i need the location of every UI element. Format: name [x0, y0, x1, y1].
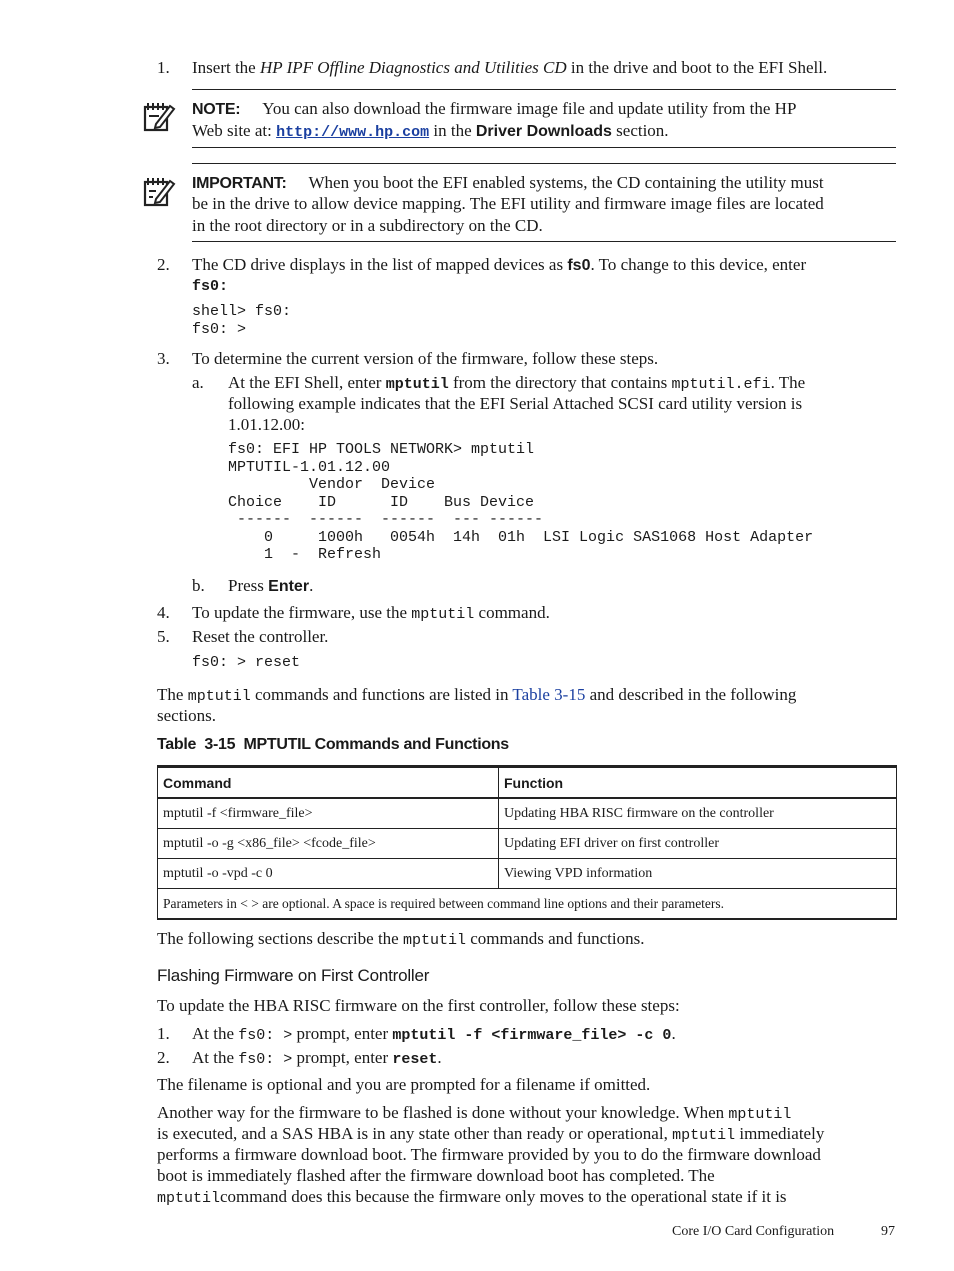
function-cell: Viewing VPD information	[499, 859, 897, 889]
prompt-text: fs0: >	[238, 1051, 293, 1068]
command-text: mptutil	[385, 376, 449, 393]
paragraph: sections.	[157, 706, 217, 725]
table-row	[158, 798, 897, 829]
text: To update the firmware, use the	[192, 603, 412, 622]
important-line-2: be in the drive to allow device mapping. The EFI utility and firmware image files are located	[192, 194, 824, 213]
key-name: Enter	[268, 578, 310, 595]
substep-text	[228, 575, 313, 597]
command-cell: mptutil -f <firmware_file>	[158, 798, 499, 829]
note-line-2	[192, 120, 669, 143]
command-name: mptutil	[728, 1106, 792, 1123]
page-number: 97	[881, 1224, 895, 1239]
table-row	[158, 829, 897, 859]
text: from the directory that contains	[448, 373, 672, 392]
command-text: mptutil -f <firmware_file> -c 0	[392, 1027, 672, 1044]
step-number: 1.	[157, 58, 170, 77]
text: . To change to this device, enter	[590, 255, 807, 274]
text: .	[309, 576, 314, 595]
command-text: fs0:	[192, 278, 229, 295]
text: You can also download the firmware image file and update utility from the HP	[262, 99, 797, 118]
text: in the	[429, 121, 476, 140]
important-label: IMPORTANT:	[192, 175, 287, 192]
paragraph-line	[157, 1186, 787, 1209]
table-footnote-row	[158, 889, 897, 920]
paragraph-line	[157, 1102, 791, 1125]
table-caption: Table 3-15 MPTUTIL Commands and Functions	[157, 736, 509, 753]
prompt-text: fs0: >	[238, 1027, 293, 1044]
substep-letter: a.	[192, 373, 204, 392]
command-name: mptutil	[402, 932, 466, 949]
text: is executed, and a SAS HBA is in any state other than ready or operational,	[157, 1124, 673, 1143]
text: At the	[192, 1024, 239, 1043]
substep-text: 1.01.12.00:	[228, 415, 305, 434]
note-top-rule	[192, 89, 896, 90]
text: and described in the following	[585, 685, 797, 704]
step-text: Reset the controller.	[192, 627, 329, 646]
table-header-row	[158, 767, 897, 799]
driver-downloads-label: Driver Downloads	[475, 123, 612, 140]
text: Another way for the firmware to be flashed is done without your knowledge. When	[157, 1103, 729, 1122]
text: Web site at:	[192, 121, 277, 140]
table-reference-link[interactable]: Table 3-15	[512, 685, 586, 704]
text: section.	[611, 121, 669, 140]
note-label: NOTE:	[192, 101, 241, 118]
section-heading: Flashing Firmware on First Controller	[157, 966, 430, 985]
step-number: 2.	[157, 255, 170, 274]
filename: mptutil.efi	[671, 376, 771, 393]
text: commands and functions are listed in	[250, 685, 513, 704]
important-top-rule	[192, 163, 896, 164]
paragraph	[157, 684, 796, 707]
step-number: 2.	[157, 1048, 170, 1067]
text: prompt, enter	[292, 1048, 393, 1067]
substep-text: following example indicates that the EFI Serial Attached SCSI card utility version is	[228, 394, 803, 413]
paragraph: The filename is optional and you are prompted for a filename if omitted.	[157, 1075, 651, 1094]
step-number: 3.	[157, 349, 170, 368]
step-text	[192, 1023, 676, 1046]
substep-text	[228, 372, 805, 395]
text: At the EFI Shell, enter	[228, 373, 386, 392]
text: .	[437, 1048, 442, 1067]
command-text: reset	[392, 1051, 438, 1068]
step-number: 4.	[157, 603, 170, 622]
note-pencil-icon	[142, 99, 176, 133]
step-text	[192, 57, 827, 78]
text: The following sections describe the	[157, 929, 403, 948]
text: command does this because the firmware only moves to the operational state if it is	[220, 1187, 787, 1206]
paragraph-line: performs a firmware download boot. The firmware provided by you to do the firmware download	[157, 1145, 821, 1164]
command-name: mptutil	[672, 1127, 736, 1144]
paragraph	[157, 928, 644, 951]
step-text	[192, 602, 550, 625]
paragraph: To update the HBA RISC firmware on the first controller, follow these steps:	[157, 996, 680, 1015]
command-cell: mptutil -o -g <x86_file> <fcode_file>	[158, 829, 499, 859]
text: At the	[192, 1048, 239, 1067]
command-cell: mptutil -o -vpd -c 0	[158, 859, 499, 889]
important-bottom-rule	[192, 241, 896, 242]
substep-letter: b.	[192, 576, 205, 595]
text: When you boot the EFI enabled systems, the CD containing the utility must	[308, 173, 824, 192]
text: .	[671, 1024, 676, 1043]
note-line-1	[192, 98, 796, 120]
code-block: fs0: EFI HP TOOLS NETWORK> mptutil MPTUTIL-1.01.12.00 Vendor Device Choice ID ID Bus Device ------ ------ ------ --- ------ 0 1000h 0054h 14h 01h LSI Logic SAS1068 Host Adapter 1 - Refresh	[228, 441, 814, 563]
text: . The	[770, 373, 806, 392]
hp-website-link[interactable]: http://www.hp.com	[276, 124, 430, 141]
step-number: 5.	[157, 627, 170, 646]
command-name: mptutil	[411, 606, 475, 623]
function-cell: Updating HBA RISC firmware on the controller	[499, 798, 897, 829]
note-bottom-rule	[192, 147, 896, 148]
step-text: To determine the current version of the firmware, follow these steps.	[192, 349, 659, 368]
table-footnote: Parameters in < > are optional. A space is required between command line options and their parameters.	[158, 889, 897, 920]
cd-title: HP IPF Offline Diagnostics and Utilities CD	[259, 58, 567, 77]
code-block: fs0: > reset	[192, 654, 301, 671]
command-name: mptutil	[187, 688, 251, 705]
important-line-1	[192, 172, 824, 194]
commands-table	[157, 765, 897, 920]
text: The CD drive displays in the list of mapped devices as	[192, 255, 568, 274]
text: The	[157, 685, 188, 704]
step-text	[192, 254, 806, 276]
text: immediately	[735, 1124, 825, 1143]
important-line-3: in the root directory or in a subdirectory on the CD.	[192, 216, 543, 235]
important-pencil-icon	[142, 174, 176, 208]
text: Insert the	[192, 58, 260, 77]
paragraph-line	[157, 1123, 824, 1146]
header-function: Function	[499, 767, 897, 799]
paragraph-line: boot is immediately flashed after the firmware download boot has completed. The	[157, 1166, 715, 1185]
text: command.	[474, 603, 550, 622]
header-command: Command	[158, 767, 499, 799]
text: Press	[228, 576, 269, 595]
text: in the drive and boot to the EFI Shell.	[566, 58, 828, 77]
command-name: mptutil	[157, 1190, 221, 1207]
function-cell: Updating EFI driver on first controller	[499, 829, 897, 859]
code-block: shell> fs0: fs0: >	[192, 303, 292, 338]
table-row	[158, 859, 897, 889]
step-number: 1.	[157, 1024, 170, 1043]
text: commands and functions.	[465, 929, 645, 948]
device-name: fs0	[567, 257, 591, 274]
text: prompt, enter	[292, 1024, 393, 1043]
step-text	[192, 1047, 442, 1070]
footer-section-title: Core I/O Card Configuration	[672, 1224, 835, 1239]
